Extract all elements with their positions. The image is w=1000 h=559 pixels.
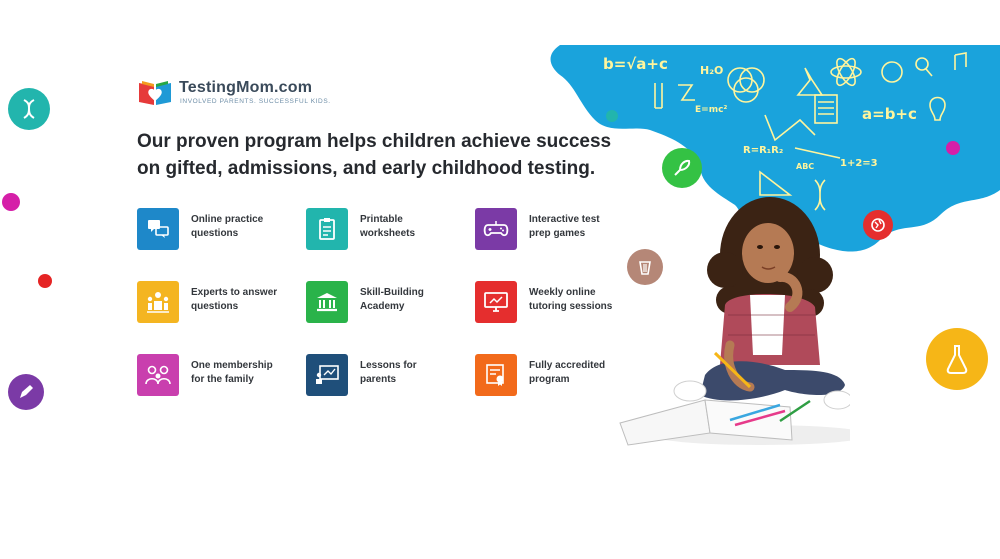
globe-badge-icon (863, 210, 893, 240)
logo-tagline: INVOLVED PARENTS. SUCCESSFUL KIDS. (180, 98, 331, 105)
formula-text: 1+2=3 (840, 158, 878, 169)
logo-book-heart-icon (137, 77, 173, 107)
magenta-dot (2, 193, 20, 211)
formula-text: E=mc² (695, 105, 728, 115)
feature-label: One membership for the family (191, 360, 273, 385)
feature-online-practice (137, 208, 307, 252)
feature-label: Interactive test prep games (529, 214, 600, 239)
headline-line-1: Our proven program helps children achieve success (137, 131, 612, 152)
family-icon (137, 354, 179, 396)
feature-lessons-for-parents (306, 354, 476, 398)
clipboard-icon (306, 208, 348, 250)
red-dot (38, 274, 52, 288)
dna-badge-icon (8, 88, 50, 130)
feature-skill-building-academy (306, 281, 476, 325)
lesson-icon (306, 354, 348, 396)
experts-icon (137, 281, 179, 323)
chat-icon (137, 208, 179, 250)
feature-label: Weekly online tutoring sessions (529, 287, 613, 312)
pencil-badge-icon (8, 374, 44, 410)
flask-badge-icon (926, 328, 988, 390)
certificate-icon (475, 354, 517, 396)
page-headline (137, 128, 617, 182)
feature-label: Lessons for parents (360, 360, 417, 385)
teal-dot (606, 110, 618, 122)
feature-label: Experts to answer questions (191, 287, 278, 312)
formula-text: ABC (796, 162, 815, 171)
pink-dot (946, 141, 960, 155)
formula-text: R=R₁R₂ (743, 145, 784, 156)
formula-text: a=b+c (862, 105, 917, 123)
gamepad-icon (475, 208, 517, 250)
headline-line-2: on gifted, admissions, and early childhood testing. (137, 158, 596, 179)
feature-label: Printable worksheets (360, 214, 416, 239)
feature-label: Skill-Building Academy (360, 287, 424, 312)
formula-text: H₂O (700, 64, 724, 77)
brand-logo[interactable] (137, 77, 337, 111)
logo-name: TestingMom.com (179, 79, 313, 96)
feature-experts (137, 281, 307, 325)
academy-icon (306, 281, 348, 323)
feature-printable-worksheets (306, 208, 476, 252)
formula-text: b=√a+c (603, 55, 668, 73)
monitor-icon (475, 281, 517, 323)
feature-one-membership (137, 354, 307, 398)
girl-studying-illustration (610, 195, 850, 455)
feature-label: Online practice questions (191, 214, 264, 239)
rocket-badge-icon (662, 148, 702, 188)
feature-label: Fully accredited program (529, 360, 606, 385)
